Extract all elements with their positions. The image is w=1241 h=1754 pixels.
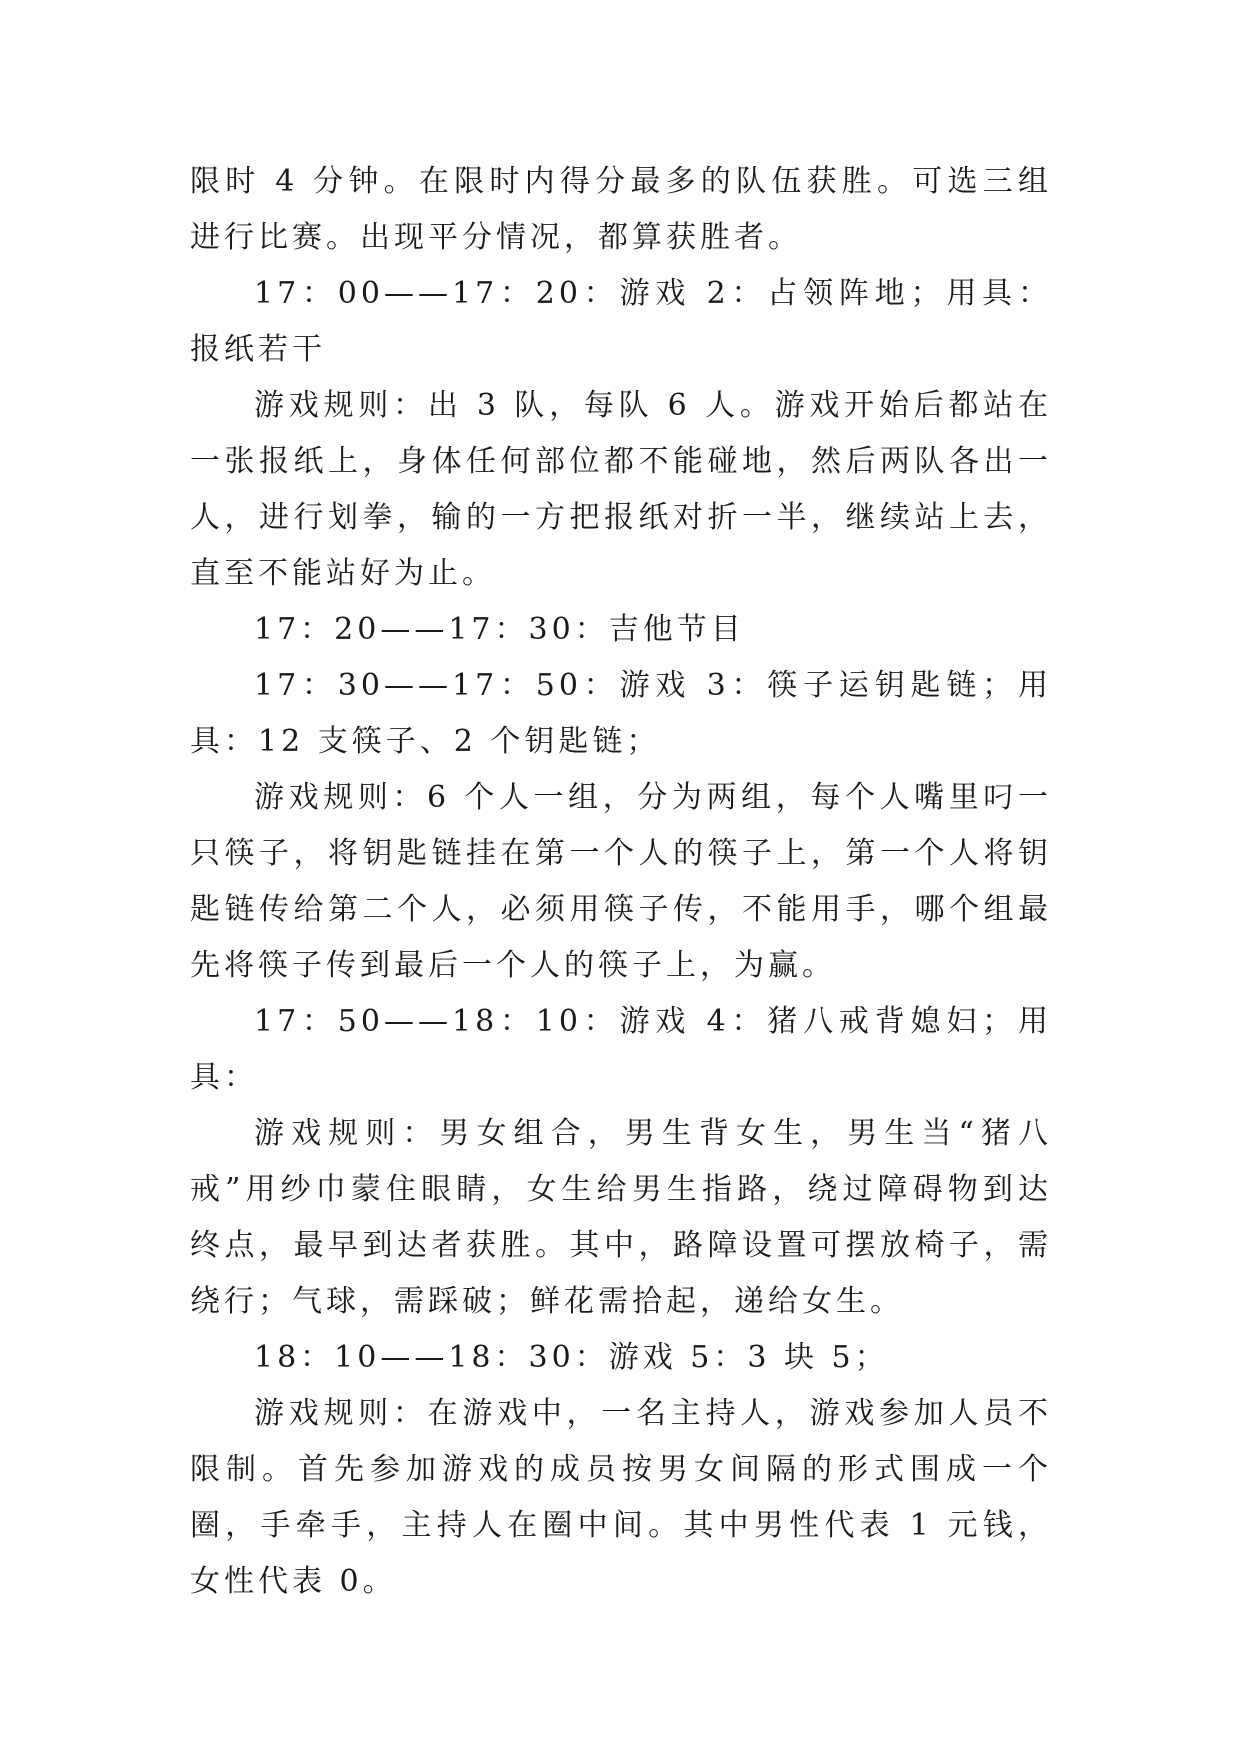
- paragraph-guitar-schedule: 17：20——17：30：吉他节目: [254, 612, 745, 647]
- paragraph-game-3-schedule: 17：30——17：50：游戏 3：筷子运钥匙链；用具：12 支筷子、2 个钥匙链；: [190, 668, 1052, 759]
- paragraph-game-5-schedule: 18：10——18：30：游戏 5：3 块 5；: [254, 1340, 889, 1375]
- paragraph-game-5-rules: 游戏规则：在游戏中，一名主持人，游戏参加人员不限制。首先参加游戏的成员按男女间隔的形式围成一个圈，手牵手，主持人在圈中间。其中男性代表 1 元钱，女性代表 0。: [190, 1396, 1052, 1599]
- paragraph-time-limit-rules: 限时 4 分钟。在限时内得分最多的队伍获胜。可选三组进行比赛。出现平分情况，都算获胜者。: [190, 164, 1052, 255]
- paragraph-game-2-schedule: 17：00——17：20：游戏 2：占领阵地；用具：报纸若干: [190, 276, 1052, 367]
- paragraph-game-4-rules: 游戏规则：男女组合，男生背女生，男生当“猪八戒”用纱巾蒙住眼睛，女生给男生指路，绕过障碍物到达终点，最早到达者获胜。其中，路障设置可摆放椅子，需绕行；气球，需踩破；鲜花需拾起，递给女生。: [190, 1116, 1052, 1319]
- document-body: [190, 154, 1052, 1610]
- paragraph-game-4-schedule: 17：50——18：10：游戏 4：猪八戒背媳妇；用具：: [190, 1004, 1052, 1095]
- paragraph-game-3-rules: 游戏规则：6 个人一组，分为两组，每个人嘴里叼一只筷子，将钥匙链挂在第一个人的筷子上，第一个人将钥匙链传给第二个人，必须用筷子传，不能用手，哪个组最先将筷子传到最后一个人的筷子上，为赢。: [190, 780, 1052, 983]
- paragraph-game-2-rules: 游戏规则：出 3 队，每队 6 人。游戏开始后都站在一张报纸上，身体任何部位都不能碰地，然后两队各出一人，进行划拳，输的一方把报纸对折一半，继续站上去，直至不能站好为止。: [190, 388, 1052, 591]
